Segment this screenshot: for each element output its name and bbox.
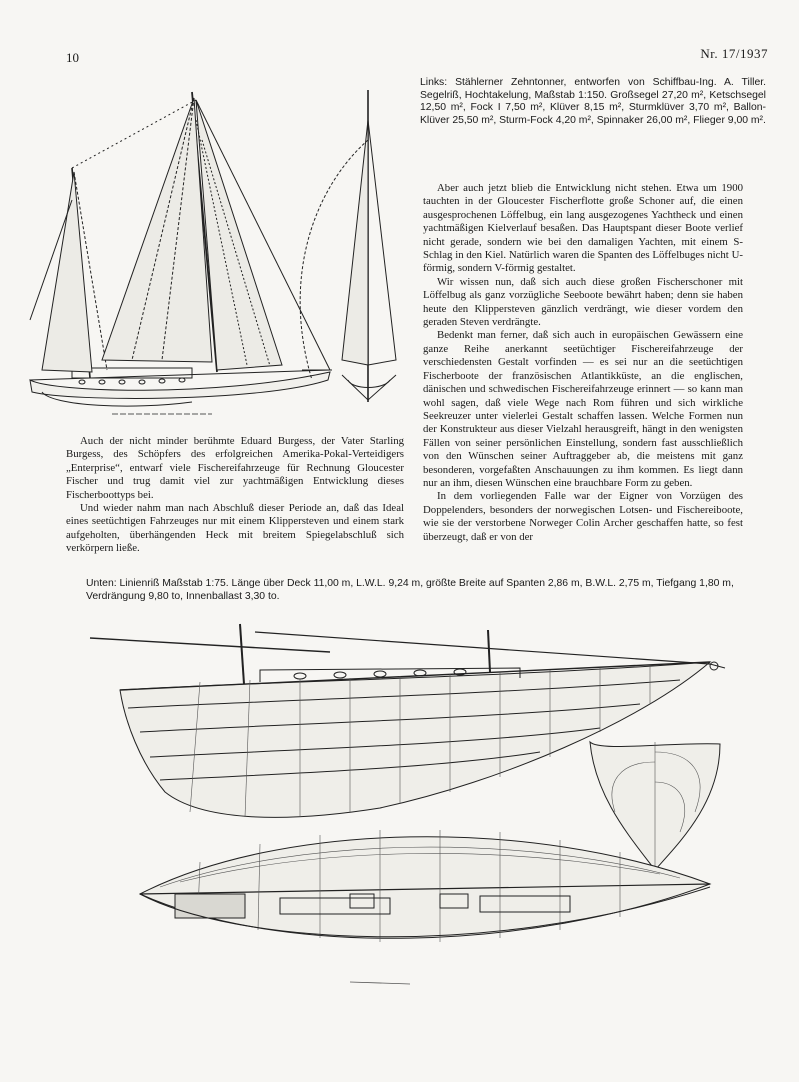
text-column-right [423, 182, 743, 544]
paragraph: Und wieder nahm man nach Abschluß dieser Periode an, daß das Ideal eines seetüchtigen Fahrzeuges nur mit einem Klippersteven und einem stark aufgeholten, überhängenden Heck mit breitem Spiegelabschluß sich verkörpern ließe. [66, 502, 404, 555]
issue-number: Nr. 17/1937 [700, 46, 768, 61]
text-column-left [66, 435, 404, 556]
caption-lines-plan: Unten: Linienriß Maßstab 1:75. Länge über Deck 11,00 m, L.W.L. 9,24 m, größte Breite auf Spanten 2,86 m, B.W.L. 2,75 m, Tiefgang 1,80 m, Verdrängung 9,80 to, Innenballast 3,30 to. [86, 578, 734, 603]
paragraph: Wir wissen nun, daß sich auch diese großen Fischerschoner mit Löffelbug als ganz vorzügliche Seeboote bewährt haben; denn sie haben heute den Klippersteven gänzlich verdrängt, wie dieser vordem den geraden Steven verdrängte. [423, 275, 743, 329]
paragraph: Auch der nicht minder berühmte Eduard Burgess, der Vater Starling Burgess, des Schöpfers des erfolgreichen Amerika-Pokal-Verteidigers „Enterprise“, entwarf viele Fischereifahrzeuge für Rechnung Gloucester Fischer und trug damit viel zur yachtmäßigen Entwicklung dieses Fischerboottyps bei. [66, 435, 404, 501]
paragraph: In dem vorliegenden Falle war der Eigner von Vorzügen des Doppelenders, besonders der norwegischen Lotsen- und Fischereiboote, wie sie der verstorbene Norweger Colin Archer geschaffen hatte, so fest überzeugt, daß er von der [423, 490, 743, 543]
page-number: 10 [66, 50, 79, 65]
lines-plan-drawing [80, 612, 740, 1002]
paragraph: Aber auch jetzt blieb die Entwicklung nicht stehen. Etwa um 1900 tauchten in der Gloucester Fischerflotte große Schoner auf, die einen ausgesprochenen Löffelbug, ein lang ausgezogenes Yachtheck und einen yachtmäßigen Kielverlauf besaßen. Das Hauptspant dieser Boote verlief nicht gerade, sondern wie bei den damaligen Yachten, mit einem S-Schlag in den Kiel. Natürlich waren die Spanten des Löffelbuges nicht U-förmig, sondern V-förmig gestaltet. [423, 182, 743, 275]
paragraph: Bedenkt man ferner, daß sich auch in europäischen Gewässern eine ganze Reihe anerkannt seetüchtiger Fischereifahrzeuge der verschiedensten Gestalt vorfinden — es sei nur an die seetüchtigen Fischerboote der französischen Atlantikküste, an die englischen, dänischen und schwedischen Fischereifahrzeuge erinnert — so kann man wohl sagen, daß viele Wege nach Rom führen und sich wirkliche Seekreuzer unter vielerlei Gestalt schaffen lassen. Welche Formen nun der Konstrukteur aus dieser Vielzahl herausgreift, hängt in den wenigsten Fällen von seiner persönlichen Einstellung, sondern fast ausschließlich von den Wünschen seiner Auftraggeber ab, die meistens mit ganz besonderen, vorgefaßten Anschauungen zu ihm kommen. Es liegt dann nur an ihm, diesen Wünschen eine brauchbare Form zu geben. [423, 329, 743, 489]
sail-plan-drawing [12, 80, 410, 420]
caption-sail-plan: Links: Stählerner Zehntonner, entworfen von Schiffbau-Ing. A. Tiller. Segelriß, Hochtakelung, Maßstab 1:150. Großsegel 27,20 m², Ketschsegel 12,50 m², Fock I 7,50 m², Klüver 8,15 m², Sturmklüver 3,70 m², Ballon-Klüver 25,50 m², Sturm-Fock 4,20 m², Spinnaker 26,00 m², Flieger 9,00 m². [420, 77, 766, 126]
